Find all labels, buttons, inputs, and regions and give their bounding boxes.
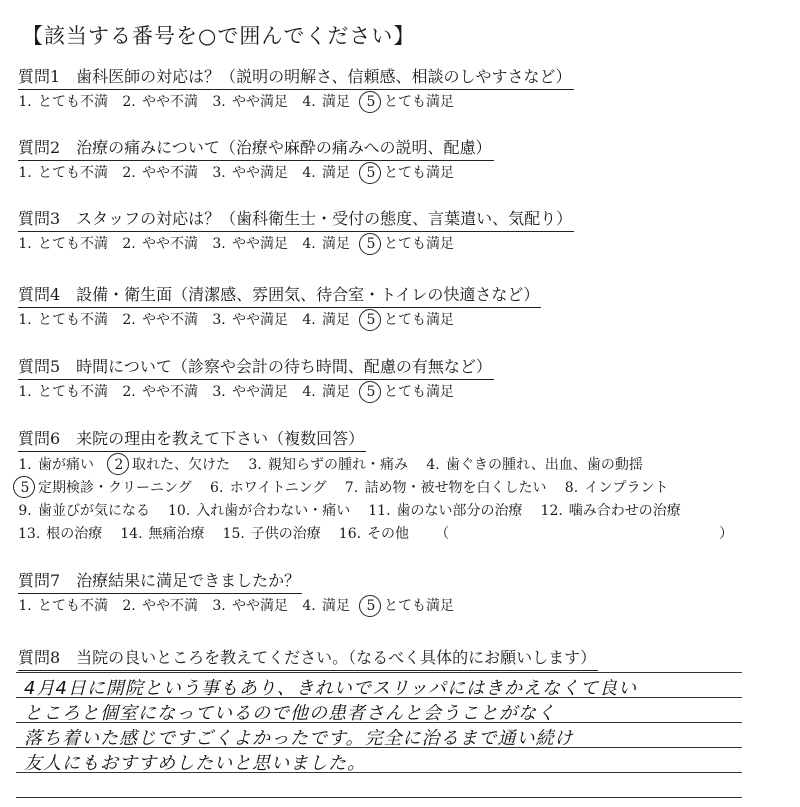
option[interactable] <box>210 477 327 500</box>
option[interactable] <box>122 310 198 330</box>
option-number: 13. <box>18 526 41 542</box>
handwritten-answer-line: ところと個室になっているので他の患者さんと会うことがなく <box>24 703 556 724</box>
option-label: 定期検診・クリーニング <box>38 480 192 496</box>
close-paren: ） <box>719 526 734 542</box>
option[interactable] <box>212 596 288 616</box>
option-number: 1. <box>18 236 32 252</box>
option-label: とても満足 <box>384 236 454 252</box>
option-number: 2. <box>122 384 136 400</box>
option-label: とても不満 <box>38 236 108 252</box>
option-number: 4. <box>302 94 316 110</box>
question-title: 質問6 来院の理由を教えて下さい（複数回答） <box>18 428 366 452</box>
selected-option[interactable] <box>364 163 454 183</box>
question-8 <box>18 647 788 671</box>
option-number: 1. <box>18 384 32 400</box>
option-number: 1. <box>18 457 32 473</box>
rating-options <box>18 310 788 330</box>
option-label: とても満足 <box>384 312 454 328</box>
option[interactable] <box>18 163 108 183</box>
option-number: 12. <box>540 503 563 519</box>
option-row <box>18 523 788 546</box>
option-label: とても満足 <box>384 384 454 400</box>
option-label: 満足 <box>322 165 350 181</box>
option-label: とても満足 <box>384 94 454 110</box>
option-number: 3. <box>212 598 226 614</box>
option-label: やや不満 <box>142 598 198 614</box>
option[interactable] <box>339 523 409 546</box>
option-label: 子供の治療 <box>250 526 321 542</box>
option[interactable] <box>122 596 198 616</box>
question-title: 質問1 歯科医師の対応は？（説明の明解さ、信頼感、相談のしやすさなど） <box>18 66 574 90</box>
option-row <box>18 477 788 500</box>
option-label: やや満足 <box>232 165 288 181</box>
option-number: 4. <box>302 384 316 400</box>
option-number: 4. <box>302 312 316 328</box>
option-label: やや不満 <box>142 236 198 252</box>
option[interactable] <box>18 500 150 523</box>
rating-options <box>18 596 788 616</box>
option-label: やや満足 <box>232 236 288 252</box>
option-number: 15. <box>222 526 245 542</box>
option[interactable] <box>541 500 681 523</box>
option-label: 詰め物・被せ物を白くしたい <box>364 480 547 496</box>
option[interactable] <box>18 310 108 330</box>
option-number: 4. <box>302 598 316 614</box>
option-label: 満足 <box>322 236 350 252</box>
other-write-in[interactable] <box>435 523 733 546</box>
selected-option[interactable] <box>18 477 192 500</box>
option-row <box>18 500 788 523</box>
rating-options <box>18 92 788 112</box>
option[interactable] <box>302 310 350 330</box>
question-7 <box>18 570 788 616</box>
option[interactable] <box>122 163 198 183</box>
option[interactable] <box>18 596 108 616</box>
option-number: 9. <box>18 503 32 519</box>
option-number: 1. <box>18 165 32 181</box>
option-label: 根の治療 <box>46 526 103 542</box>
option-label: やや不満 <box>142 165 198 181</box>
option-number: 2. <box>122 598 136 614</box>
option-label: 歯のない部分の治療 <box>396 503 523 519</box>
instruction-header: 【該当する番号を○で囲んでください】 <box>22 24 416 48</box>
question-title: 質問7 治療結果に満足できましたか？ <box>18 570 302 594</box>
option[interactable] <box>120 523 204 546</box>
option[interactable] <box>302 596 350 616</box>
option-label: ホワイトニング <box>229 480 327 496</box>
option-number: 2. <box>122 94 136 110</box>
option-label: 満足 <box>322 384 350 400</box>
option-number: 5 <box>364 596 378 616</box>
option-number: 2. <box>122 312 136 328</box>
question-title: 質問8 当院の良いところを教えてください。（なるべく具体的にお願いします） <box>18 647 598 671</box>
question-title: 質問2 治療の痛みについて（治療や麻酔の痛みへの説明、配慮） <box>18 137 494 161</box>
option-number: 3. <box>212 384 226 400</box>
option-number: 14. <box>120 526 143 542</box>
option-number: 11. <box>368 503 391 519</box>
selected-option[interactable] <box>364 382 454 402</box>
option-label: その他 <box>367 526 410 542</box>
question-2 <box>18 137 788 183</box>
selected-option[interactable] <box>364 596 454 616</box>
question-4 <box>18 284 788 330</box>
option-number: 2. <box>122 236 136 252</box>
option-number: 8. <box>564 480 579 496</box>
option-label: 無痛治療 <box>148 526 205 542</box>
selected-option[interactable] <box>112 454 230 477</box>
option[interactable] <box>302 234 350 254</box>
option[interactable] <box>368 500 522 523</box>
option[interactable] <box>212 234 288 254</box>
option-label: 歯が痛い <box>38 457 94 473</box>
option-number: 7. <box>344 480 359 496</box>
handwritten-answer-line: 落ち着いた感じですごくよかったです。完全に治るまで通い続け <box>24 728 574 749</box>
option-label: とても不満 <box>38 598 108 614</box>
option[interactable] <box>18 523 102 546</box>
option[interactable] <box>18 92 108 112</box>
option-label: とても不満 <box>38 384 108 400</box>
option-label: 取れた、欠けた <box>132 457 230 473</box>
option-number: 1. <box>18 312 32 328</box>
option-label: 満足 <box>322 94 350 110</box>
question-title: 質問5 時間について（診察や会計の待ち時間、配慮の有無など） <box>18 356 494 380</box>
option-label: やや満足 <box>232 312 288 328</box>
open-paren: （ <box>435 526 450 542</box>
question-title: 質問3 スタッフの対応は？（歯科衛生士・受付の態度、言葉遣い、気配り） <box>18 208 574 232</box>
selected-option[interactable] <box>364 234 454 254</box>
option-number: 4. <box>426 457 440 473</box>
option-number: 10. <box>168 503 191 519</box>
option[interactable] <box>122 234 198 254</box>
option[interactable] <box>212 382 288 402</box>
reason-options <box>18 454 788 546</box>
option-number: 2 <box>112 454 126 477</box>
option[interactable] <box>344 477 546 500</box>
option[interactable] <box>302 382 350 402</box>
option-number: 5 <box>364 310 378 330</box>
option-number: 6. <box>210 480 224 496</box>
handwritten-answer-line: 友人にもおすすめしたいと思いました。 <box>24 753 367 774</box>
option-number: 3. <box>248 457 262 473</box>
option-label: やや満足 <box>232 384 288 400</box>
option-label: やや不満 <box>142 384 198 400</box>
option[interactable] <box>302 92 350 112</box>
selected-option[interactable] <box>364 310 454 330</box>
option-label: 入れ歯が合わない・痛い <box>196 503 351 519</box>
option-label: やや不満 <box>142 312 198 328</box>
question-1 <box>18 66 788 112</box>
ruled-line <box>16 672 742 673</box>
option-label: 満足 <box>322 312 350 328</box>
option-number: 5 <box>364 163 378 183</box>
option-label: とても不満 <box>38 312 108 328</box>
question-title: 質問4 設備・衛生面（清潔感、雰囲気、待合室・トイレの快適さなど） <box>18 284 541 308</box>
ruled-line <box>16 797 742 798</box>
option-number: 1. <box>18 598 32 614</box>
option[interactable] <box>248 454 408 477</box>
option[interactable] <box>212 92 288 112</box>
option-label: とても不満 <box>38 165 108 181</box>
rating-options <box>18 382 788 402</box>
option[interactable] <box>18 234 108 254</box>
option[interactable] <box>564 477 668 500</box>
option-row <box>18 454 788 477</box>
option[interactable] <box>122 92 198 112</box>
option[interactable] <box>168 500 350 523</box>
option-label: とても満足 <box>384 598 454 614</box>
option[interactable] <box>223 523 321 546</box>
option-number: 4. <box>302 165 316 181</box>
option-label: やや満足 <box>232 94 288 110</box>
option-label: 歯並びが気になる <box>38 503 150 519</box>
option-label: 歯ぐきの腫れ、出血、歯の動揺 <box>446 457 643 473</box>
option-label: 親知らずの腫れ・痛み <box>268 457 408 473</box>
question-3 <box>18 208 788 254</box>
option-number: 3. <box>212 312 226 328</box>
option-number: 1. <box>18 94 32 110</box>
option[interactable] <box>122 382 198 402</box>
option[interactable] <box>302 163 350 183</box>
option-label: やや不満 <box>142 94 198 110</box>
option-number: 3. <box>212 236 226 252</box>
option[interactable] <box>18 454 94 477</box>
rating-options <box>18 234 788 254</box>
option[interactable] <box>212 310 288 330</box>
option[interactable] <box>18 382 108 402</box>
option-number: 4. <box>302 236 316 252</box>
question-5 <box>18 356 788 402</box>
option[interactable] <box>212 163 288 183</box>
option-label: 噛み合わせの治療 <box>568 503 681 519</box>
option-number: 2. <box>122 165 136 181</box>
option-label: 満足 <box>322 598 350 614</box>
option-number: 3. <box>212 94 226 110</box>
handwritten-answer-line: 4月4日に開院という事もあり、きれいでスリッパにはきかえなくて良い <box>24 678 638 699</box>
option-number: 5 <box>18 477 32 500</box>
option-number: 5 <box>364 234 378 254</box>
question-6 <box>18 428 788 546</box>
option-label: インプラント <box>584 480 669 496</box>
option-label: とても満足 <box>384 165 454 181</box>
option-number: 16. <box>338 526 362 542</box>
option[interactable] <box>426 454 643 477</box>
option-number: 3. <box>212 165 226 181</box>
option-label: やや満足 <box>232 598 288 614</box>
rating-options <box>18 163 788 183</box>
option-label: とても不満 <box>38 94 108 110</box>
selected-option[interactable] <box>364 92 454 112</box>
option-number: 5 <box>364 92 378 112</box>
option-number: 5 <box>364 382 378 402</box>
